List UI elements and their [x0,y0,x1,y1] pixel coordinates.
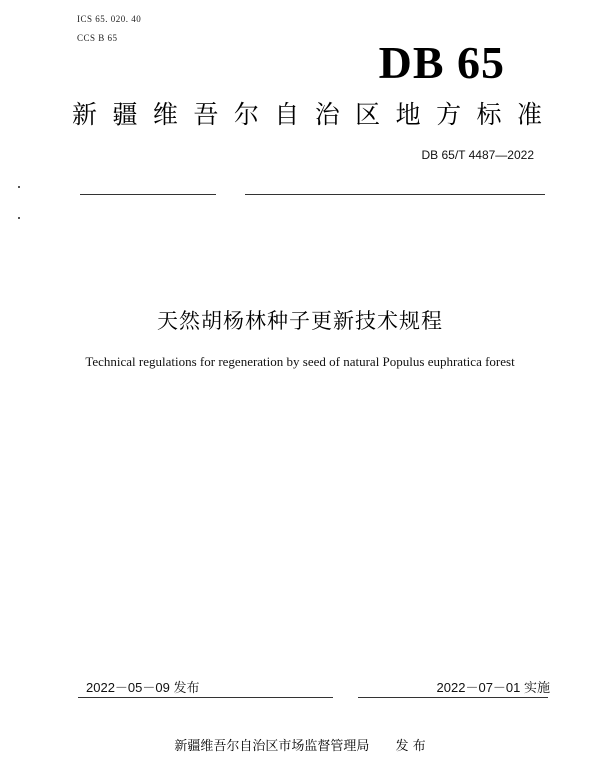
issue-date: 2022－05－09 发布 [86,680,200,695]
issuer-name: 新疆维吾尔自治区市场监督管理局 [174,739,370,754]
top-divider-right [245,194,545,195]
margin-mark [18,217,20,219]
ics-code: ICS 65. 020. 40 [77,14,142,24]
db-logo: DB 65 [378,37,505,88]
standard-number: DB 65/T 4487—2022 [421,148,534,162]
issuer-line [0,735,600,754]
document-title-english: Technical regulations for regeneration by seed of natural Populus euphratica forest [85,354,515,369]
issuer-action: 发 布 [395,739,426,754]
document-title: 天然胡杨林种子更新技术规程 [157,309,443,333]
bottom-divider-left [78,697,333,698]
margin-mark [18,186,20,188]
implementation-date: 2022－07－01 实施 [436,680,550,695]
standard-type-heading: 新疆维吾尔自治区地方标准 [72,100,542,129]
top-divider-left [80,194,216,195]
ccs-code: CCS B 65 [77,33,118,43]
bottom-divider-right [358,697,548,698]
